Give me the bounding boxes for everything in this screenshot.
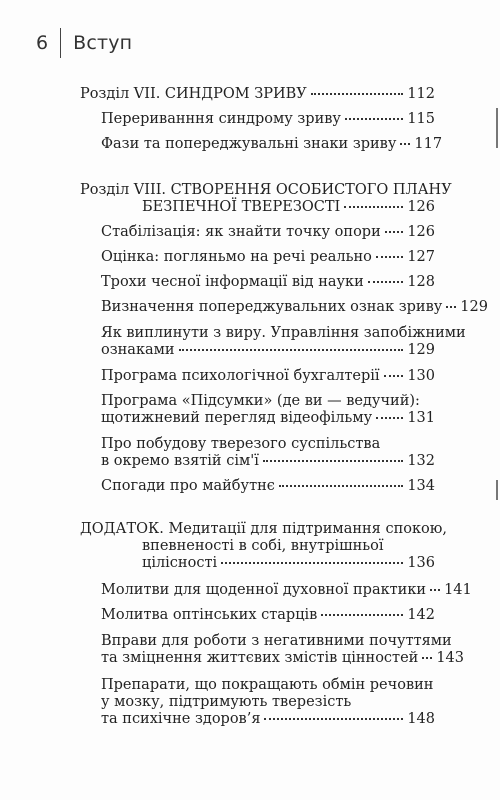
toc-item: Програма психологічної бухгалтерії 130	[101, 368, 435, 384]
dot-leader	[279, 485, 403, 487]
toc-item: Молитва оптінських старців 142	[101, 607, 435, 623]
toc-page-number: 134	[407, 478, 435, 494]
toc-item: Як виплинути з виру. Управління запобіжними ознаками 129	[101, 325, 466, 358]
toc-item: Препарати, що покращають обмін речовин у мозку, підтримують тверезість та психічне здоров’я 148	[101, 677, 435, 727]
toc-page-number: 126	[407, 199, 435, 215]
dot-leader	[311, 93, 404, 95]
toc-page-number: 131	[407, 410, 435, 426]
dot-leader	[344, 206, 403, 208]
toc-item: Оцінка: погляньмо на речі реально 127	[101, 249, 435, 265]
toc-item: Про побудову тверезого суспільства в окремо взятій сім'ї 132	[101, 436, 435, 469]
toc-item: Стабілізація: як знайти точку опори 126	[101, 224, 435, 240]
dot-leader	[376, 417, 403, 419]
dot-leader	[400, 143, 410, 145]
toc-page-number: 142	[407, 607, 435, 623]
toc-page-number: 129	[407, 342, 435, 358]
dot-leader	[376, 256, 403, 258]
toc-page-number: 115	[407, 111, 435, 127]
dot-leader	[385, 231, 404, 233]
running-title: Вступ	[73, 32, 133, 54]
toc-item: Вправи для роботи з негативними почуттями та зміцнення життєвих змістів цінностей 143	[101, 633, 465, 666]
toc-heading-appendix: ДОДАТОК. Медитації для підтримання спокою, впевненості в собі, внутрішньої цілісності 136	[80, 521, 447, 571]
toc-page-number: 126	[407, 224, 435, 240]
dot-leader	[368, 281, 404, 283]
toc-page-number: 132	[407, 453, 435, 469]
page-number: 6	[36, 32, 49, 54]
toc-page-number: 112	[407, 86, 435, 102]
toc-item: Програма «Підсумки» (де ви — ведучий): щотижневий перегляд відеофільму 131	[101, 393, 435, 426]
dot-leader	[179, 349, 404, 351]
toc-page-number: 130	[407, 368, 435, 384]
dot-leader	[430, 589, 440, 591]
toc-page-number: 143	[436, 650, 465, 666]
toc-heading-chapter-7: Розділ VII. СИНДРОМ ЗРИВУ 112	[80, 86, 435, 102]
dot-leader	[264, 718, 403, 720]
toc-page-number: 129	[460, 299, 488, 315]
dot-leader	[321, 614, 403, 616]
toc-item: Фази та попереджувальні знаки зриву 117	[101, 136, 443, 152]
dot-leader	[345, 118, 403, 120]
toc-item: Спогади про майбутнє 134	[101, 478, 435, 494]
dot-leader	[221, 562, 403, 564]
toc-page-number: 127	[407, 249, 435, 265]
toc-item: Перериванння синдрому зриву 115	[101, 111, 435, 127]
toc-item: Молитви для щоденної духовної практики 141	[101, 582, 472, 598]
toc-page-number: 148	[407, 711, 435, 727]
toc-page-number: 128	[407, 274, 435, 290]
toc-item: Трохи чесної інформації від науки 128	[101, 274, 435, 290]
dot-leader	[384, 375, 404, 377]
dot-leader	[446, 306, 456, 308]
toc-page-number: 141	[444, 582, 472, 598]
toc-page-number: 136	[407, 555, 435, 571]
toc-page-number: 117	[414, 136, 443, 152]
toc-heading-chapter-8: Розділ VIII. СТВОРЕННЯ ОСОБИСТОГО ПЛАНУ БЕЗПЕЧНОЇ ТВЕРЕЗОСТІ 126	[80, 182, 452, 215]
dot-leader	[263, 460, 403, 462]
toc-item: Визначення попереджувальних ознак зриву 129	[101, 299, 488, 315]
dot-leader	[422, 657, 432, 659]
